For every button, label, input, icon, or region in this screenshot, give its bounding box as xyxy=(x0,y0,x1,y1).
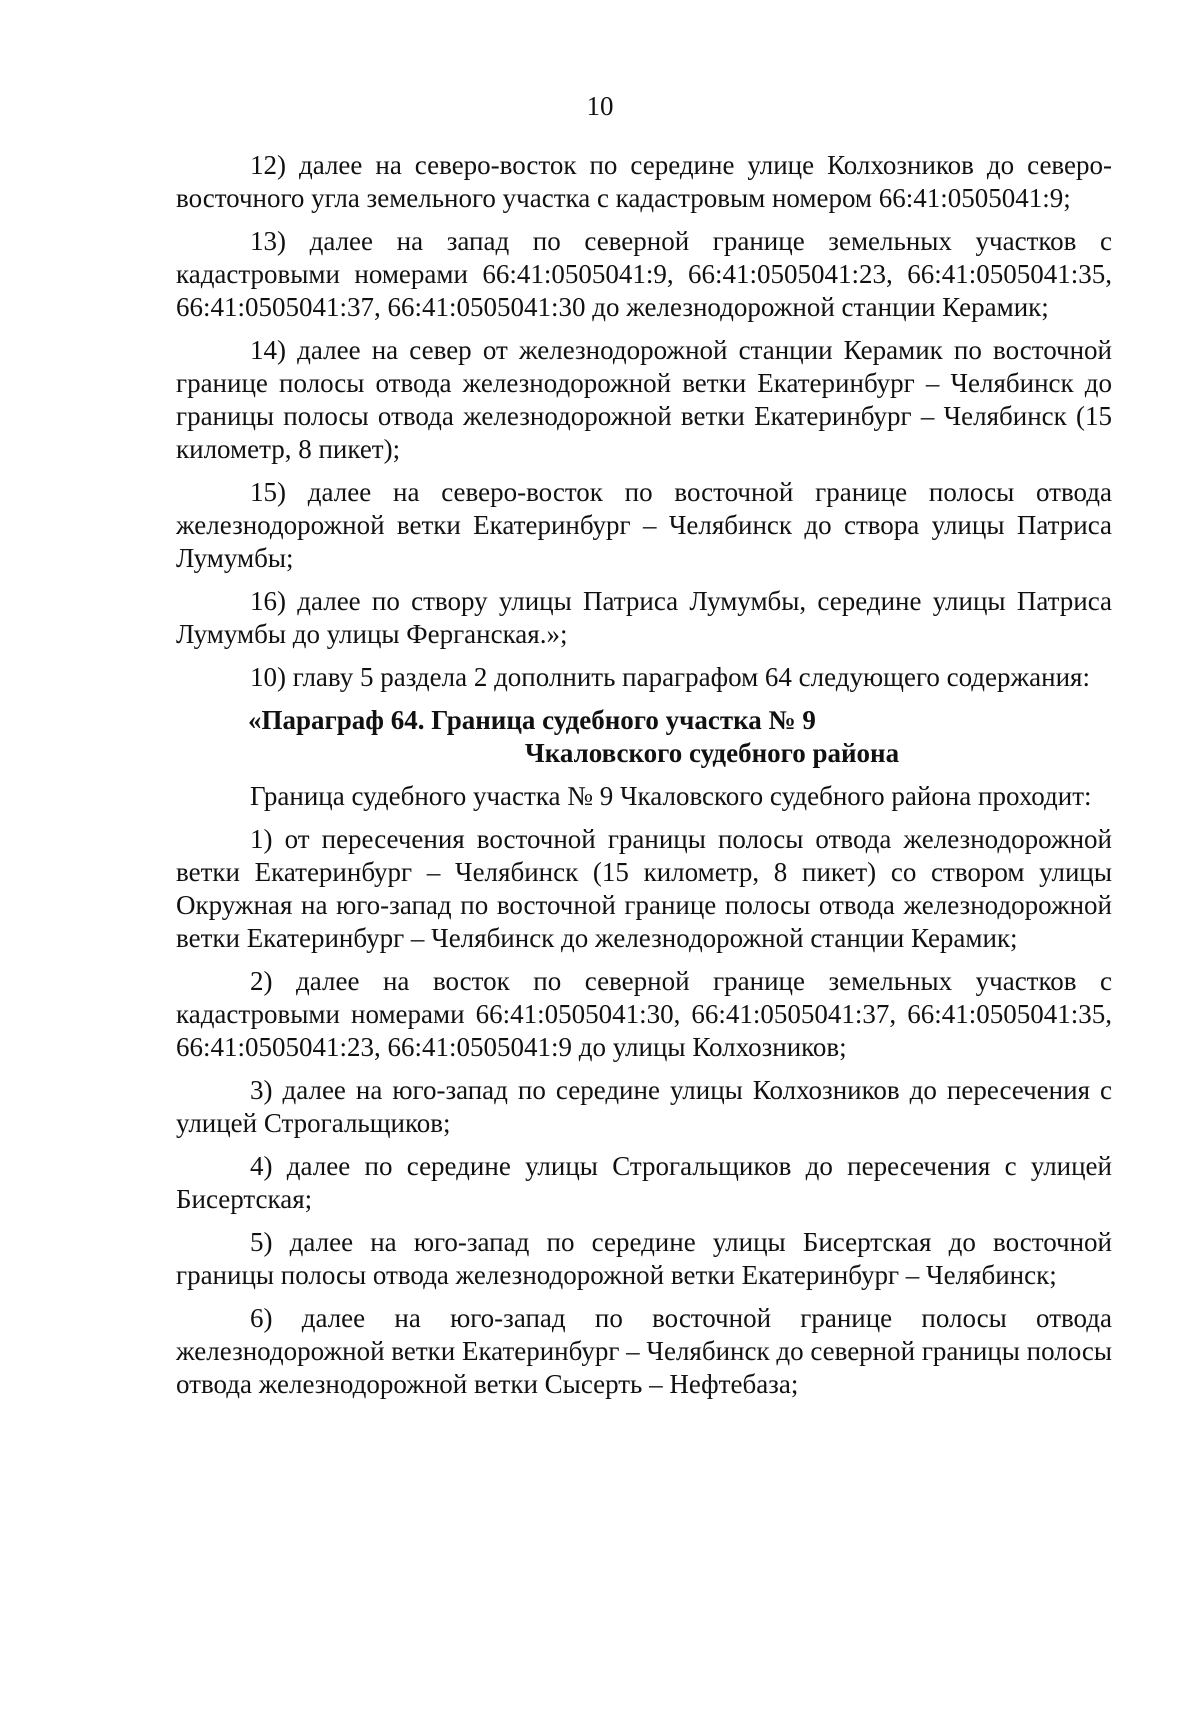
paragraph-intro: Граница судебного участка № 9 Чкаловского судебного района проходит: xyxy=(250,781,1092,811)
paragraph-item-15: 15) далее на северо-восток по восточной границе полосы отвода железнодорожной ветки Екатеринбург – Челябинск до створа улицы Патриса Лумумбы; xyxy=(176,477,1112,573)
paragraph-item-2: 2) далее на восток по северной границе земельных участков с кадастровыми номерами 66:41:0505041:30, 66:41:0505041:37, 66:41:0505041:35, 66:41:0505041:23, 66:41:0505041:9 до улицы Колхозников; xyxy=(176,966,1112,1062)
paragraph-item-1: 1) от пересечения восточной границы полосы отвода железнодорожной ветки Екатеринбург – Челябинск (15 километр, 8 пикет) со створом улицы Окружная на юго-запад по восточной границе полосы отвода железнодорожной ветки Екатеринбург – Челябинск до железнодорожной станции Керамик; xyxy=(176,824,1112,953)
paragraph-item-13: 13) далее на запад по северной границе земельных участков с кадастровыми номерами 66:41:0505041:9, 66:41:0505041:23, 66:41:0505041:35, 66:41:0505041:37, 66:41:0505041:30 до железнодорожной станции Керамик; xyxy=(176,226,1112,322)
paragraph-item-6: 6) далее на юго-запад по восточной границе полосы отвода железнодорожной ветки Екатеринбург – Челябинск до северной границы полосы отвода железнодорожной ветки Сысерть – Нефтебаза; xyxy=(176,1303,1112,1399)
paragraph-item-16: 16) далее по створу улицы Патриса Лумумбы, середине улицы Патриса Лумумбы до улицы Ферганская.»; xyxy=(176,586,1112,649)
document-body xyxy=(176,149,1112,1411)
paragraph-item-14: 14) далее на север от железнодорожной станции Керамик по восточной границе полосы отвода железнодорожной ветки Екатеринбург – Челябинск до границы полосы отвода железнодорожной ветки Екатеринбург – Челябинск (15 километр, 8 пикет); xyxy=(176,335,1112,464)
section-heading xyxy=(176,704,1112,770)
paragraph-item-12: 12) далее на северо-восток по середине улице Колхозников до северо-восточного угла земельного участка с кадастровым номером 66:41:0505041:9; xyxy=(176,150,1112,213)
paragraph-item-3: 3) далее на юго-запад по середине улицы Колхозников до пересечения с улицей Строгальщиков; xyxy=(176,1075,1112,1138)
page-number: 10 xyxy=(586,91,614,121)
section-heading-line-1: «Параграф 64. Граница судебного участка № 9 xyxy=(248,705,816,735)
section-heading-line-2: Чкаловского судебного района xyxy=(524,738,900,768)
paragraph-amendment-10: 10) главу 5 раздела 2 дополнить параграфом 64 следующего содержания: xyxy=(250,662,1090,692)
paragraph-item-5: 5) далее на юго-запад по середине улицы Бисертская до восточной границы полосы отвода железнодорожной ветки Екатеринбург – Челябинск; xyxy=(176,1227,1112,1290)
paragraph-item-4: 4) далее по середине улицы Строгальщиков до пересечения с улицей Бисертская; xyxy=(176,1151,1112,1214)
